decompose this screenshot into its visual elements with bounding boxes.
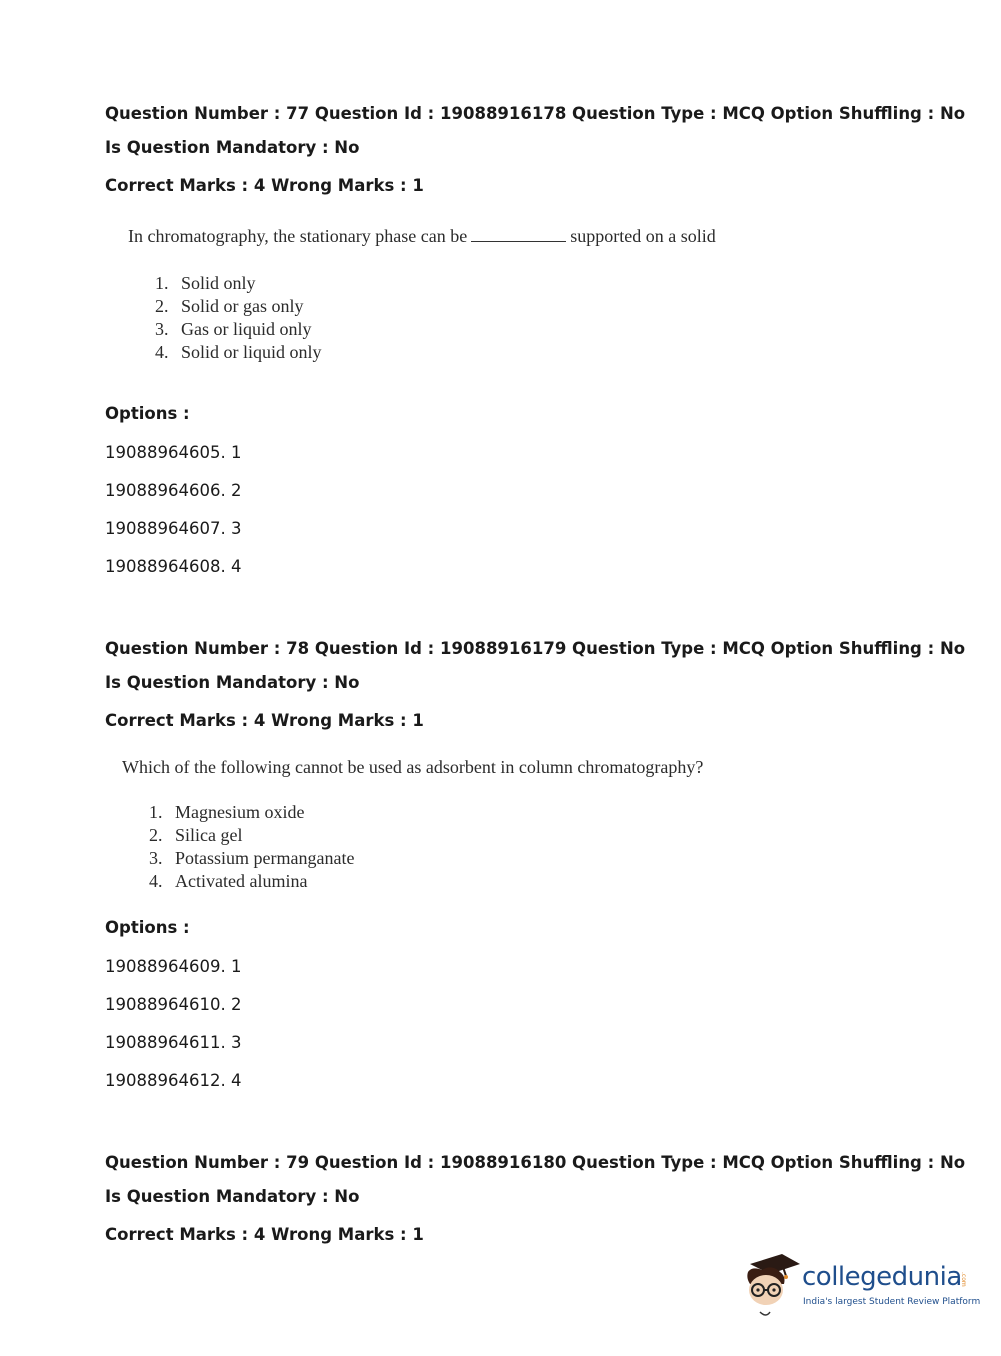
mascot-icon xyxy=(742,1250,802,1320)
question-image xyxy=(122,757,704,891)
options-label: Options : xyxy=(105,918,190,937)
question-stem: Which of the following cannot be used as adsorbent in column chromatography? xyxy=(122,757,704,777)
list-item: 3. Potassium permanganate xyxy=(149,848,355,868)
list-item: 2. Solid or gas only xyxy=(155,296,304,316)
list-item: 2. Silica gel xyxy=(149,825,243,845)
list-item: 1. Magnesium oxide xyxy=(149,802,305,822)
question-marks-line: Correct Marks : 4 Wrong Marks : 1 xyxy=(105,711,424,730)
option-item: 19088964609. 1 xyxy=(105,957,242,976)
choice-list xyxy=(149,801,354,893)
options-label: Options : xyxy=(105,404,190,423)
question-marks-line: Correct Marks : 4 Wrong Marks : 1 xyxy=(105,1225,424,1244)
question-stem xyxy=(128,226,716,247)
list-item: 4. Activated alumina xyxy=(149,871,308,891)
question-stem-before: In chromatography, the stationary phase can be xyxy=(128,226,468,246)
logo-wordmark: collegedunia xyxy=(802,1262,962,1292)
question-meta-line: Question Number : 79 Question Id : 19088916180 Question Type : MCQ Option Shuffling : No xyxy=(105,1153,966,1172)
option-item: 19088964605. 1 xyxy=(105,443,242,462)
question-mandatory-line: Is Question Mandatory : No xyxy=(105,1187,360,1206)
list-item: 1. Solid only xyxy=(155,273,256,293)
list-item: 3. Gas or liquid only xyxy=(155,319,312,339)
option-item: 19088964610. 2 xyxy=(105,995,242,1014)
option-item: 19088964606. 2 xyxy=(105,481,242,500)
question-marks-line: Correct Marks : 4 Wrong Marks : 1 xyxy=(105,176,424,195)
logo-suffix: .com xyxy=(960,1272,967,1287)
collegedunia-logo xyxy=(742,1250,981,1320)
option-item: 19088964608. 4 xyxy=(105,557,242,576)
question-meta-line: Question Number : 78 Question Id : 19088916179 Question Type : MCQ Option Shuffling : No xyxy=(105,639,966,658)
option-item: 19088964607. 3 xyxy=(105,519,242,538)
choice-list xyxy=(155,272,322,364)
question-image xyxy=(128,226,716,362)
question-meta-line: Question Number : 77 Question Id : 19088916178 Question Type : MCQ Option Shuffling : No xyxy=(105,104,966,123)
list-item: 4. Solid or liquid only xyxy=(155,342,322,362)
question-stem-after: supported on a solid xyxy=(570,226,716,246)
question-mandatory-line: Is Question Mandatory : No xyxy=(105,138,360,157)
logo-tagline: India's largest Student Review Platform xyxy=(803,1297,981,1307)
question-mandatory-line: Is Question Mandatory : No xyxy=(105,673,360,692)
option-item: 19088964611. 3 xyxy=(105,1033,242,1052)
option-item: 19088964612. 4 xyxy=(105,1071,242,1090)
answer-blank xyxy=(471,241,566,242)
